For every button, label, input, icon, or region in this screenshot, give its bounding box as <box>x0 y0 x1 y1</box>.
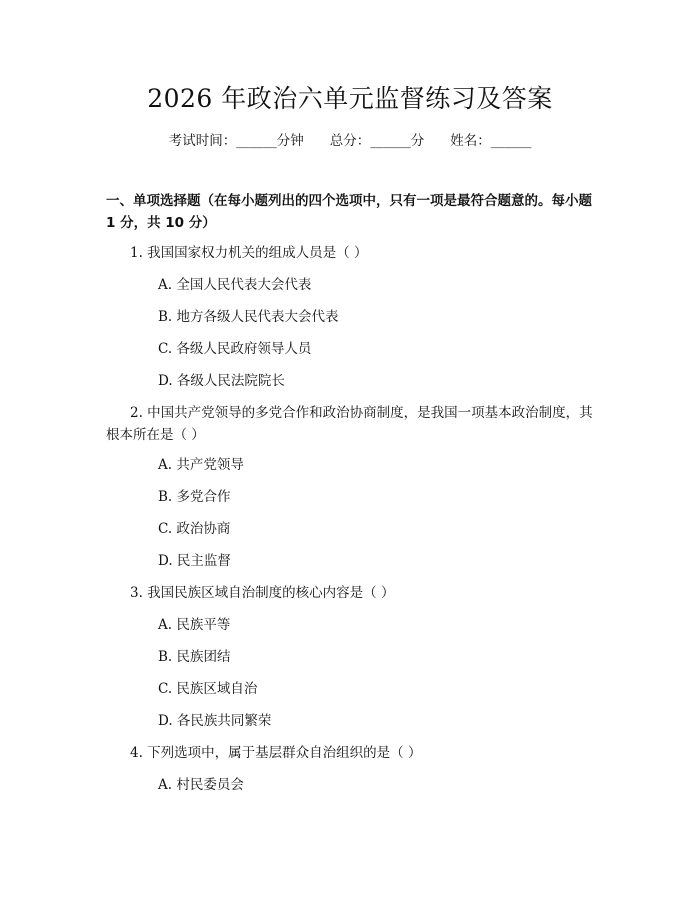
question-3-option-c: C. 民族区域自治 <box>158 681 258 697</box>
exam-info-line <box>0 131 700 151</box>
document-title: 2026 年政治六单元监督练习及答案 <box>147 84 553 113</box>
question-2-option-b: B. 多党合作 <box>158 489 231 505</box>
question-1-option-a: A. 全国人民代表大会代表 <box>158 277 312 293</box>
student-name-field: 姓名：______ <box>450 133 532 149</box>
question-1-option-b: B. 地方各级人民代表大会代表 <box>158 309 339 325</box>
question-3-option-b: B. 民族团结 <box>158 649 231 665</box>
exam-time-field: 考试时间：______分钟 <box>168 133 304 149</box>
question-4-stem: 4. 下列选项中，属于基层群众自治组织的是（ ） <box>130 745 422 761</box>
question-1-option-d: D. 各级人民法院院长 <box>158 373 285 389</box>
question-3-option-d: D. 各民族共同繁荣 <box>158 713 272 729</box>
question-3-stem: 3. 我国民族区域自治制度的核心内容是（ ） <box>130 585 395 601</box>
question-4-option-a: A. 村民委员会 <box>158 777 244 793</box>
question-2-stem: 2. 中国共产党领导的多党合作和政治协商制度，是我国一项基本政治制度，其根本所在是（ ） <box>106 405 593 443</box>
question-2-option-c: C. 政治协商 <box>158 521 231 537</box>
question-2-option-d: D. 民主监督 <box>158 553 231 569</box>
question-2-option-a: A. 共产党领导 <box>158 457 244 473</box>
question-1-stem: 1. 我国国家权力机关的组成人员是（ ） <box>130 245 368 261</box>
total-score-field: 总分：______分 <box>329 133 425 149</box>
question-3-option-a: A. 民族平等 <box>158 617 231 633</box>
question-1-option-c: C. 各级人民政府领导人员 <box>158 341 312 357</box>
section-heading: 一、单项选择题（在每小题列出的四个选项中，只有一项是最符合题意的。每小题 1 分，共 10 分） <box>106 193 592 231</box>
